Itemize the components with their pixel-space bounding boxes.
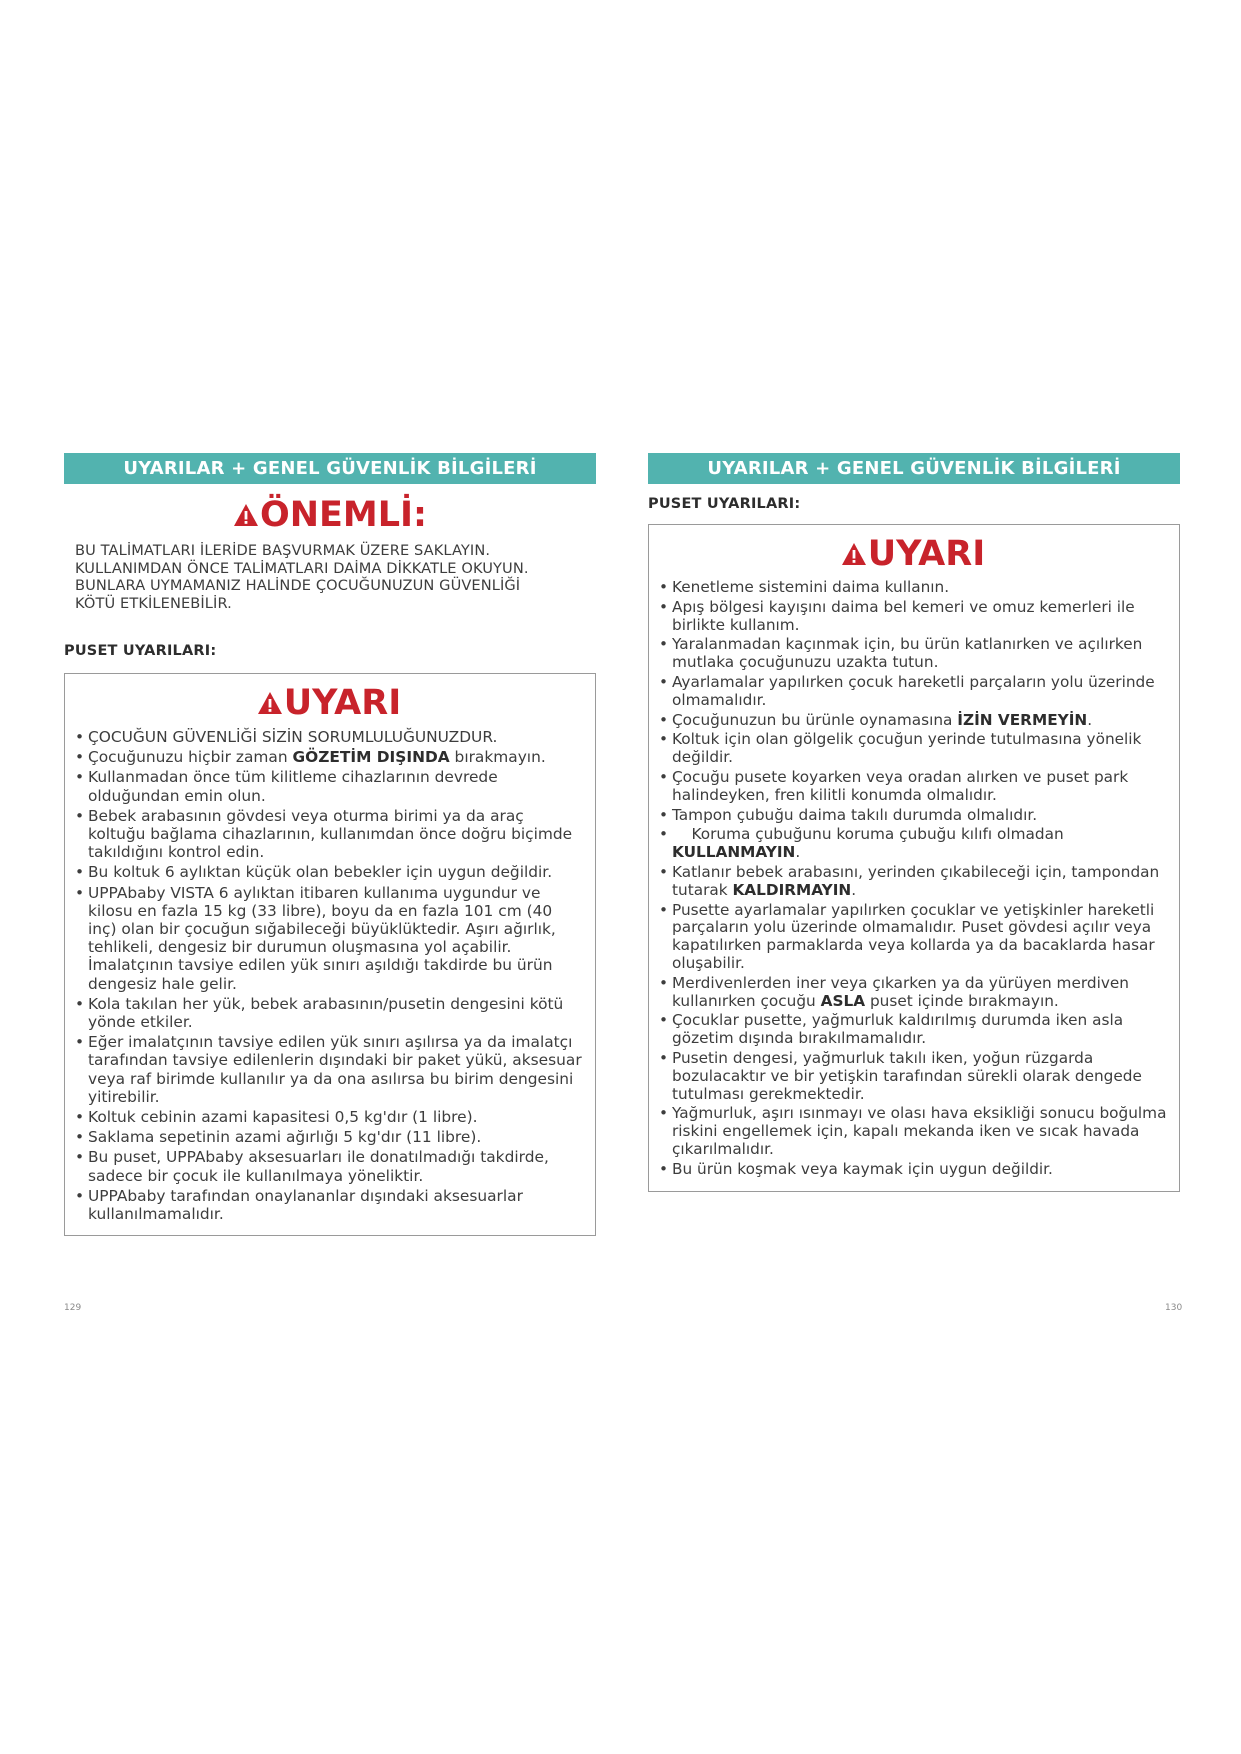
warning-item: • Kola takılan her yük, bebek arabasının/pusetin dengesini kötü yönde etkiler. xyxy=(75,995,583,1031)
important-line: KÖTÜ ETKİLENEBİLİR. xyxy=(75,594,232,612)
page-number-right: 130 xyxy=(1165,1303,1183,1313)
warning-item: • Çocuğunuzun bu ürünle oynamasına İZİN VERMEYİN. xyxy=(659,712,1167,730)
warning-item: • Kenetleme sistemini daima kullanın. xyxy=(659,579,1167,597)
warning-triangle-icon xyxy=(257,691,283,715)
warning-item: • UPPAbaby tarafından onaylananlar dışındaki aksesuarlar kullanılmamalıdır. xyxy=(75,1187,583,1223)
left-warning-list xyxy=(75,728,583,1223)
left-header-bar: UYARILAR + GENEL GÜVENLİK BİLGİLERİ xyxy=(64,453,596,484)
warning-item: • Kullanmadan önce tüm kilitleme cihazlarının devrede olduğundan emin olun. xyxy=(75,768,583,804)
warning-item: • Pusette ayarlamalar yapılırken çocuklar ve yetişkinler hareketli parçaların yolu üzerinde olmamalıdır. Puset gövdesi açılır veya kapatılırken parmaklarda veya kollarda ya da bacaklarda hasar oluşabilir. xyxy=(659,902,1167,973)
warning-triangle-icon xyxy=(841,542,867,566)
warning-item: • Katlanır bebek arabasını, yerinden çıkabileceği için, tampondan tutarak KALDIRMAYIN. xyxy=(659,864,1167,900)
warning-triangle-icon xyxy=(233,503,259,527)
warning-item: • Çocuğu pusete koyarken veya oradan alırken ve puset park halindeyken, fren kilitli konumda olmalıdır. xyxy=(659,769,1167,805)
warning-item: • Çocuklar pusette, yağmurluk kaldırılmış durumda iken asla gözetim dışında bırakılmamalıdır. xyxy=(659,1012,1167,1048)
warning-item: • Saklama sepetinin azami ağırlığı 5 kg'dır (11 libre). xyxy=(75,1128,583,1146)
page-number-left: 129 xyxy=(64,1303,82,1313)
important-notice xyxy=(75,542,596,612)
warning-item: • Eğer imalatçının tavsiye edilen yük sınırı aşılırsa ya da imalatçı tarafından tavsiye edilenlerin dışındaki bir paket yükü, aksesuar veya raf birimde kullanılır ya da ona asılırsa bu birim dengesini yitirebilir. xyxy=(75,1033,583,1106)
warning-item: • Apış bölgesi kayışını daima bel kemeri ve omuz kemerleri ile birlikte kullanım. xyxy=(659,599,1167,635)
warning-item: • Bu koltuk 6 aylıktan küçük olan bebekler için uygun değildir. xyxy=(75,863,583,881)
right-header-bar: UYARILAR + GENEL GÜVENLİK BİLGİLERİ xyxy=(648,453,1180,484)
warning-item: • Yaralanmadan kaçınmak için, bu ürün katlanırken ve açılırken mutlaka çocuğunuzu uzakta tutun. xyxy=(659,636,1167,672)
warning-item: • Yağmurluk, aşırı ısınmayı ve olası hava eksikliği sonucu boğulma riskini engellemek için, kapalı mekanda iken ve sıcak havada çıkarılmalıdır. xyxy=(659,1105,1167,1158)
warning-item: • Ayarlamalar yapılırken çocuk hareketli parçaların yolu üzerinde olmamalıdır. xyxy=(659,674,1167,710)
right-page xyxy=(648,453,1180,1192)
important-line: BUNLARA UYMAMANIZ HALİNDE ÇOCUĞUNUZUN GÜVENLİĞİ xyxy=(75,577,521,594)
right-warning-heading-text: UYARI xyxy=(867,534,986,574)
warning-item: • ÇOCUĞUN GÜVENLİĞİ SİZİN SORUMLULUĞUNUZDUR. xyxy=(75,728,583,746)
warning-item: • Koruma çubuğunu koruma çubuğu kılıfı olmadan KULLANMAYIN. xyxy=(659,826,1167,862)
right-warning-box xyxy=(648,524,1180,1192)
warning-item: • Tampon çubuğu daima takılı durumda olmalıdır. xyxy=(659,807,1167,825)
warning-item: • UPPAbaby VISTA 6 aylıktan itibaren kullanıma uygundur ve kilosu en fazla 15 kg (33 libre), boyu da en fazla 101 cm (40 inç) olan bir çocuğun sığabileceği büyüklüktedir. Aşırı ağırlık, tehlikeli, dengesiz bir durumun oluşmasına yol açabilir. İmalatçının tavsiye edilen yük sınırı aşıldığı takdirde bu ürün dengesiz hale gelir. xyxy=(75,884,583,993)
left-warning-heading-text: UYARI xyxy=(283,683,402,723)
important-line: BU TALİMATLARI İLERİDE BAŞVURMAK ÜZERE SAKLAYIN. xyxy=(75,542,491,559)
right-warning-heading xyxy=(659,533,1167,575)
warning-item: • Merdivenlerden iner veya çıkarken ya da yürüyen merdiven kullanırken çocuğu ASLA puset içinde bırakmayın. xyxy=(659,975,1167,1011)
important-heading xyxy=(64,492,596,538)
warning-item: • Bebek arabasının gövdesi veya oturma birimi ya da araç koltuğu bağlama cihazlarının, kullanımdan önce doğru biçimde takıldığını kontrol edin. xyxy=(75,807,583,862)
left-warning-box xyxy=(64,673,596,1236)
warning-item: • Pusetin dengesi, yağmurluk takılı iken, yoğun rüzgarda bozulacaktır ve bir yetişkin tarafından sürekli olarak dengede tutulması gerekmektedir. xyxy=(659,1050,1167,1103)
right-section-label: PUSET UYARILARI: xyxy=(648,496,801,512)
warning-item: • Bu puset, UPPAbaby aksesuarları ile donatılmadığı takdirde, sadece bir çocuk ile kullanılmaya yöneliktir. xyxy=(75,1148,583,1184)
warning-item: • Koltuk cebinin azami kapasitesi 0,5 kg'dır (1 libre). xyxy=(75,1108,583,1126)
warning-item: • Çocuğunuzu hiçbir zaman GÖZETİM DIŞINDA bırakmayın. xyxy=(75,748,583,766)
important-heading-text: ÖNEMLİ: xyxy=(259,495,428,535)
warning-item: • Koltuk için olan gölgelik çocuğun yerinde tutulmasına yönelik değildir. xyxy=(659,731,1167,767)
left-page xyxy=(64,453,596,1236)
left-section-label: PUSET UYARILARI: xyxy=(64,643,217,659)
left-warning-heading xyxy=(75,682,583,724)
right-warning-list xyxy=(659,579,1167,1179)
important-line: KULLANIMDAN ÖNCE TALİMATLARI DAİMA DİKKATLE OKUYUN. xyxy=(75,559,529,577)
warning-item: • Bu ürün koşmak veya kaymak için uygun değildir. xyxy=(659,1161,1167,1179)
